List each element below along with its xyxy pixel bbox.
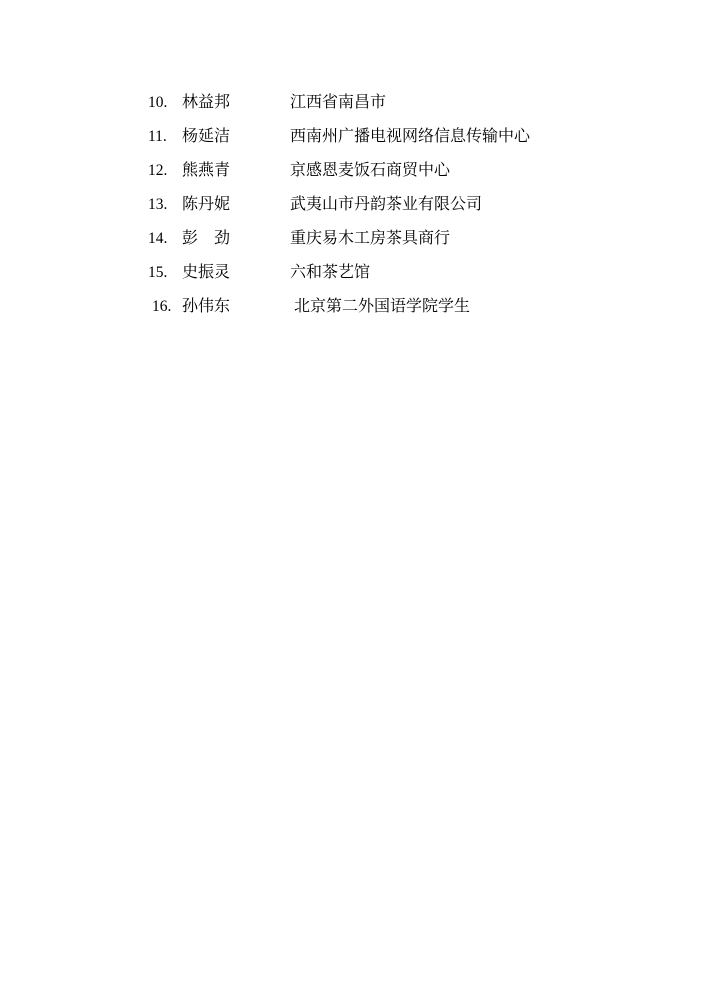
item-organization: 北京第二外国语学院学生 [294,298,471,315]
list-item [148,154,628,188]
item-organization: 重庆易木工房茶具商行 [290,230,451,247]
item-organization: 京感恩麦饭石商贸中心 [290,162,451,179]
item-organization: 六和茶艺馆 [290,264,371,281]
item-person-name: 彭 劲 [182,230,231,247]
item-person-name: 林益邦 [182,94,231,111]
item-number: 13. [148,196,168,213]
item-organization: 江西省南昌市 [290,94,387,111]
list-item [148,290,628,324]
list-item [148,222,628,256]
list-item [148,188,628,222]
item-number: 11. [148,128,167,145]
entry-list [148,86,628,324]
list-item [148,256,628,290]
item-number: 14. [148,230,168,247]
item-person-name: 杨延洁 [182,128,231,145]
item-organization: 武夷山市丹韵茶业有限公司 [290,196,483,213]
list-item [148,120,628,154]
item-person-name: 熊燕青 [182,162,231,179]
list-item [148,86,628,120]
item-person-name: 孙伟东 [182,298,231,315]
item-number: 15. [148,264,168,281]
item-person-name: 陈丹妮 [182,196,231,213]
item-number: 10. [148,94,168,111]
item-number: 16. [152,298,172,315]
item-organization: 西南州广播电视网络信息传输中心 [290,128,531,145]
item-number: 12. [148,162,168,179]
item-person-name: 史振灵 [182,264,231,281]
